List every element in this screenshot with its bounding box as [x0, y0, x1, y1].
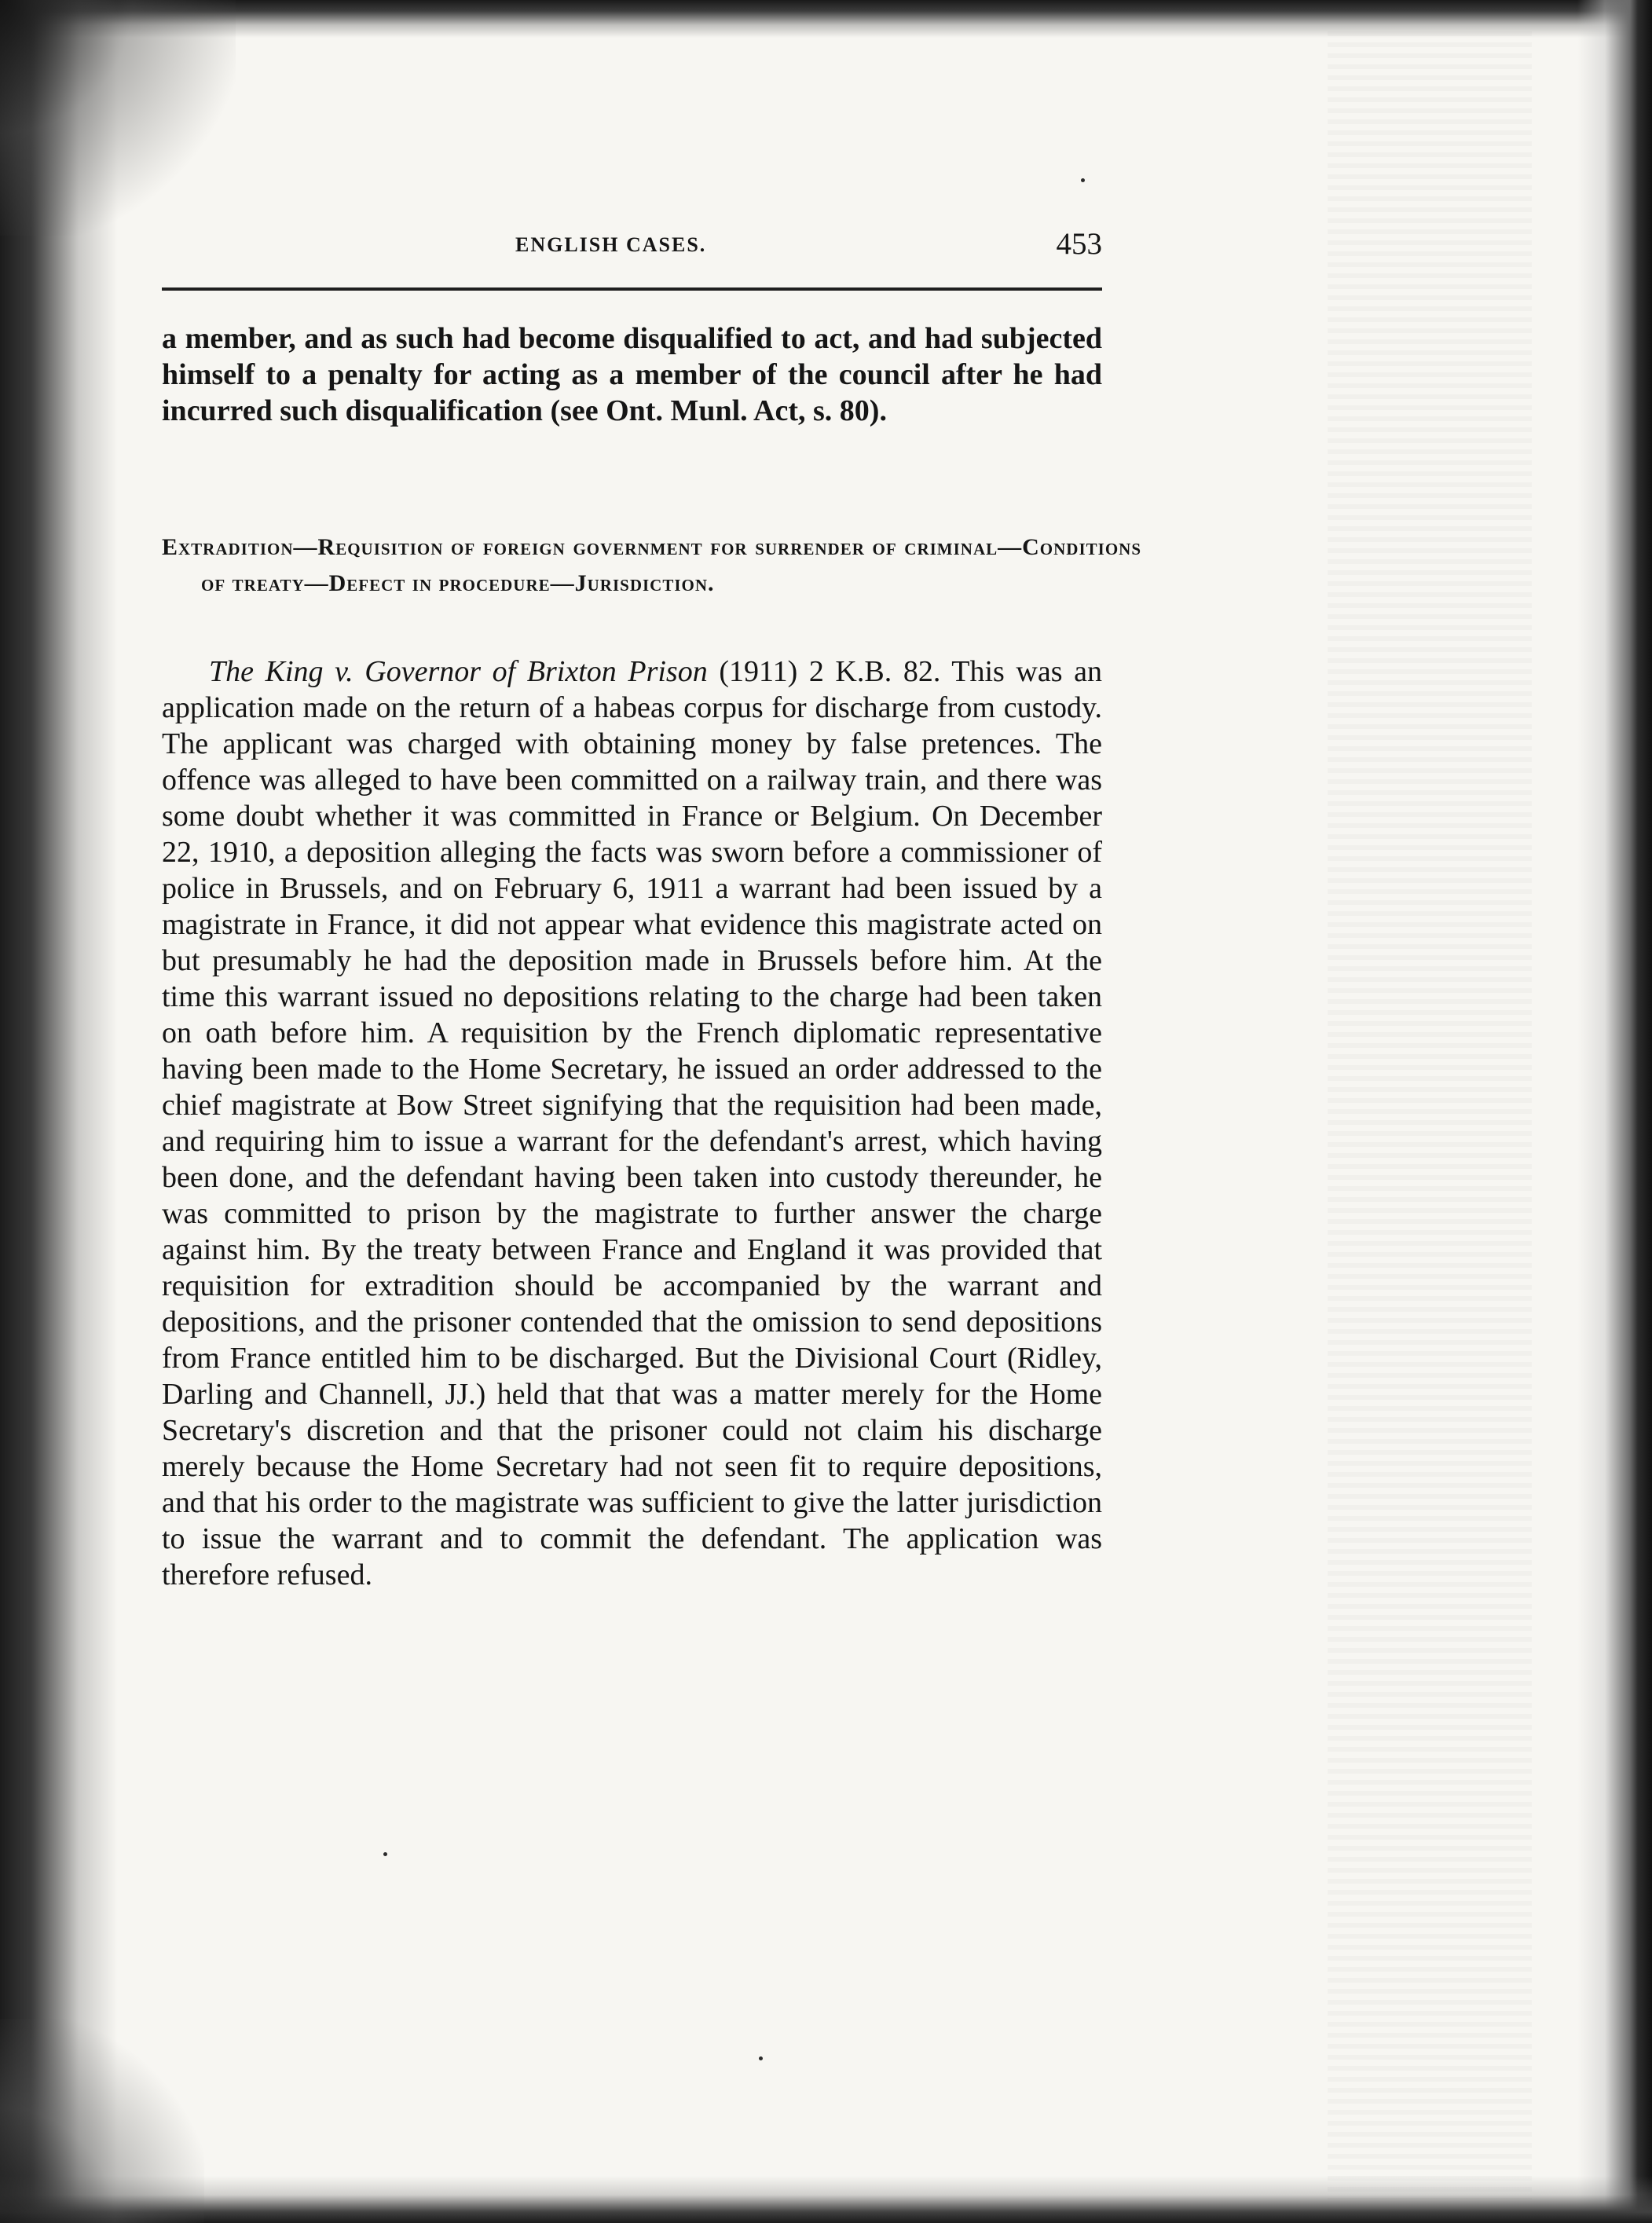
- scan-corner-bottom-left: [0, 2019, 204, 2223]
- ink-speck: [759, 2056, 763, 2060]
- scan-edge-left: [0, 0, 118, 2223]
- ink-speck: [383, 1852, 387, 1856]
- scan-corner-top-left: [0, 0, 236, 236]
- continued-paragraph: a member, and as such had become disqualified to act, and had subjected himself to a penalty for acting as a member of the council after he had incurred such disqualification (see Ont. Munl. Act, s. 80).: [162, 322, 1102, 427]
- running-header: [162, 222, 1102, 269]
- case-paragraph: [162, 654, 1102, 1593]
- page-number: 453: [1056, 227, 1102, 261]
- running-title: ENGLISH CASES.: [515, 233, 707, 256]
- ink-speck: [1081, 178, 1085, 182]
- case-citation: (1911) 2 K.B. 82.: [719, 655, 941, 688]
- scan-edge-right: [1577, 0, 1652, 2223]
- case-name: The King v. Governor of Brixton Prison: [209, 655, 708, 688]
- section-heading: Extradition—Requisition of foreign government for surrender of criminal—Conditions of treaty—Defect in procedure—Jurisdiction.: [162, 534, 1141, 596]
- header-rule: [162, 287, 1102, 291]
- case-body: This was an application made on the return of a habeas corpus for discharge from custody. The applicant was charged with obtaining money by false pretences. The offence was alleged to have been committed on a railway train, and there was some doubt whether it was committed in France or Belgium. On December 22, 1910, a deposition alleging the facts was sworn before a commissioner of police in Brussels, and on February 6, 1911 a warrant had been issued by a magistrate in France, it did not appear what evidence this magistrate acted on but presumably he had the deposition made in Brussels before him. At the time this warrant issued no depositions relating to the charge had been taken on oath before him. A requisition by the French diplomatic representative having been made to the Home Secretary, he issued an order addressed to the chief magistrate at Bow Street signifying that the requisition had been made, and requiring him to issue a warrant for the defendant's arrest, which having been done, and the defendant having been taken into custody thereunder, he was committed to prison by the magistrate to further answer the charge against him. By the treaty between France and England it was provided that requisition for extradition should be accompanied by the warrant and depositions, and the prisoner contended that the omission to send depositions from France entitled him to be discharged. But the Divisional Court (Ridley, Darling and Channell, JJ.) held that that was a matter merely for the Home Secretary's discretion and that the prisoner could not claim his discharge merely because the Home Secretary had not seen fit to require depositions, and that his order to the magistrate was sufficient to give the latter jurisdiction to issue the warrant and to commit the defendant. The application was therefore refused.: [162, 655, 1102, 1591]
- scan-edge-bottom: [0, 2176, 1652, 2223]
- scan-edge-right-noise: [1328, 31, 1532, 2199]
